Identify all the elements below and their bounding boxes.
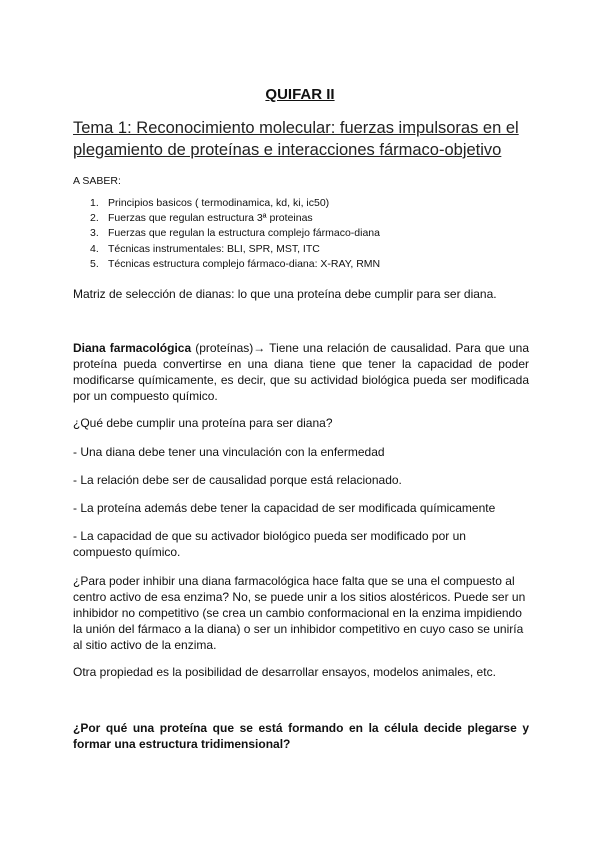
requirement-item: - La relación debe ser de causalidad porque está relacionado. <box>73 473 402 487</box>
other-property-paragraph: Otra propiedad es la posibilidad de desarrollar ensayos, modelos animales, etc. <box>73 665 496 679</box>
requirement-item: - La proteína además debe tener la capacidad de ser modificada químicamente <box>73 501 496 515</box>
requirement-item: - La capacidad de que su activador biológico pueda ser modificado por un compuesto químico. <box>73 529 466 559</box>
learning-objectives-list <box>90 196 380 272</box>
list-item: 3. Fuerzas que regulan la estructura complejo fármaco-diana <box>90 227 380 240</box>
question-paragraph: ¿Qué debe cumplir una proteína para ser diana? <box>73 416 333 430</box>
list-item: 4. Técnicas instrumentales: BLI, SPR, MST, ITC <box>90 242 320 255</box>
list-item: 5. Técnicas estructura complejo fármaco-diana: X-RAY, RMN <box>90 257 381 270</box>
folding-question: ¿Por qué una proteína que se está formando en la célula decide plegarse y formar una estructura tridimensional? <box>73 721 529 751</box>
topic-title: Tema 1: Reconocimiento molecular: fuerzas impulsoras en el plegamiento de proteínas e interacciones fármaco-objetivo <box>73 119 519 159</box>
diana-term: Diana farmacológica <box>73 341 192 355</box>
diana-paragraph: Diana farmacológica (proteínas)→ Tiene una relación de causalidad. Para que una proteína pueda convertirse en una diana tiene que tener la capacidad de poder modificarse químicamente, es decir, que su actividad biológica pueda ser modificada por un compuesto químico. <box>73 341 529 403</box>
requirement-item: - Una diana debe tener una vinculación con la enfermedad <box>73 445 385 459</box>
document-title: QUIFAR II <box>265 86 335 103</box>
list-item: 2. Fuerzas que regulan estructura 3ª proteinas <box>90 212 313 225</box>
list-item: 1. Principios basicos ( termodinamica, kd, ki, ic50) <box>90 197 330 209</box>
matriz-paragraph: Matriz de selección de dianas: lo que una proteína debe cumplir para ser diana. <box>73 287 497 301</box>
inhibitor-paragraph: ¿Para poder inhibir una diana farmacológica hace falta que se una el compuesto al centro activo de esa enzima? No, se puede unir a los sitios alostéricos. Puede ser un inhibidor no competitivo (se crea un cambio conformacional en la enzima impidiendo la unión del fármaco a la diana) o ser un inhibidor competitivo en cuyo caso se uniría al sitio activo de la enzima. <box>73 574 526 652</box>
section-label: A SABER: <box>73 175 121 187</box>
